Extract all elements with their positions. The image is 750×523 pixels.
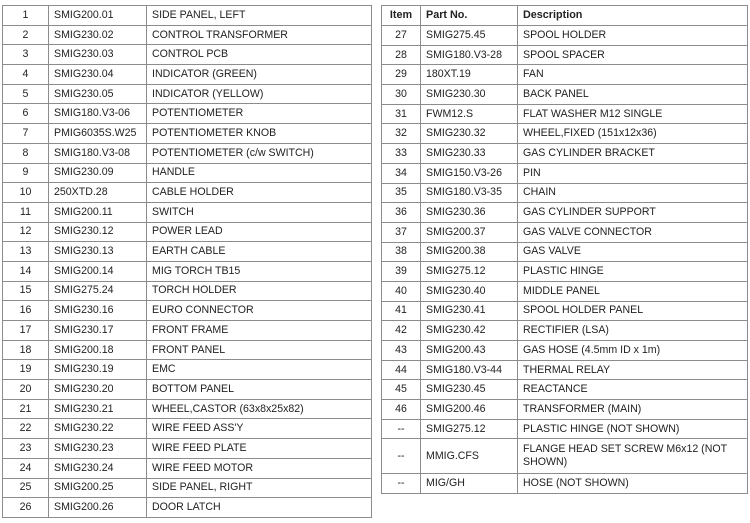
table-row [382,163,748,183]
table-row [382,242,748,262]
table-row [3,478,372,498]
part-number: SMIG230.36 [421,203,518,223]
table-row [3,380,372,400]
part-number: SMIG200.25 [49,478,147,498]
item-number: 8 [3,143,49,163]
item-number: 42 [382,321,421,341]
table-row [3,183,372,203]
description: HANDLE [147,163,372,183]
description: FLANGE HEAD SET SCREW M6x12 (NOT SHOWN) [518,439,748,474]
item-number: 2 [3,25,49,45]
item-number: 17 [3,321,49,341]
table-row [3,498,372,518]
part-number: SMIG230.16 [49,301,147,321]
item-number: 34 [382,163,421,183]
table-row [3,419,372,439]
description: FRONT FRAME [147,321,372,341]
part-number: SMIG230.32 [421,124,518,144]
part-number: SMIG230.24 [49,458,147,478]
part-number: SMIG200.37 [421,222,518,242]
description: HOSE (NOT SHOWN) [518,474,748,494]
part-number: SMIG230.40 [421,281,518,301]
table-row [382,203,748,223]
description: EARTH CABLE [147,242,372,262]
table-header-row [382,6,748,26]
table-row [3,143,372,163]
description: CONTROL PCB [147,45,372,65]
item-number: 13 [3,242,49,262]
part-number: SMIG230.23 [49,439,147,459]
table-row [3,45,372,65]
item-number: 15 [3,281,49,301]
description: POWER LEAD [147,222,372,242]
description: SIDE PANEL, RIGHT [147,478,372,498]
item-number: 33 [382,144,421,164]
item-number: 26 [3,498,49,518]
item-number: 39 [382,262,421,282]
table-row [382,65,748,85]
part-number: SMIG230.04 [49,65,147,85]
part-number: 180XT.19 [421,65,518,85]
description: SPOOL SPACER [518,45,748,65]
table-row [382,262,748,282]
item-number: 36 [382,203,421,223]
description: BACK PANEL [518,85,748,105]
part-number: SMIG180.V3-28 [421,45,518,65]
item-number: 32 [382,124,421,144]
part-number: SMIG200.01 [49,6,147,26]
part-number: 250XTD.28 [49,183,147,203]
part-number: SMIG180.V3-35 [421,183,518,203]
description: GAS VALVE [518,242,748,262]
part-number: SMIG200.18 [49,340,147,360]
item-number: 44 [382,360,421,380]
table-row [382,321,748,341]
item-number: 24 [3,458,49,478]
description: GAS HOSE (4.5mm ID x 1m) [518,341,748,361]
table-row [382,360,748,380]
table-row [382,419,748,439]
parts-table-right-body [382,26,748,494]
part-number: SMIG200.46 [421,400,518,420]
description: GAS CYLINDER SUPPORT [518,203,748,223]
table-row [382,45,748,65]
part-number: SMIG275.45 [421,26,518,46]
part-number: SMIG200.38 [421,242,518,262]
item-number: 30 [382,85,421,105]
part-number: SMIG230.21 [49,399,147,419]
description: POTENTIOMETER KNOB [147,124,372,144]
item-number: 22 [3,419,49,439]
item-number: 4 [3,65,49,85]
parts-table-right [381,5,748,494]
description: FRONT PANEL [147,340,372,360]
table-row [382,400,748,420]
part-number: SMIG230.05 [49,84,147,104]
description: PLASTIC HINGE [518,262,748,282]
item-number: 14 [3,261,49,281]
table-row [3,340,372,360]
table-row [382,85,748,105]
item-number: 12 [3,222,49,242]
table-row [382,281,748,301]
item-number: 41 [382,301,421,321]
description: CHAIN [518,183,748,203]
table-row [3,439,372,459]
description: INDICATOR (YELLOW) [147,84,372,104]
description: CONTROL TRANSFORMER [147,25,372,45]
item-number: 46 [382,400,421,420]
item-number: 9 [3,163,49,183]
table-row [382,183,748,203]
part-number: SMIG230.13 [49,242,147,262]
table-row [3,301,372,321]
table-row [3,261,372,281]
description: MIG TORCH TB15 [147,261,372,281]
table-row [3,84,372,104]
table-row [3,360,372,380]
part-number: SMIG230.19 [49,360,147,380]
item-number: 19 [3,360,49,380]
item-number: 10 [3,183,49,203]
item-number: 25 [3,478,49,498]
part-number: SMIG200.43 [421,341,518,361]
description: POTENTIOMETER (c/w SWITCH) [147,143,372,163]
item-number: 45 [382,380,421,400]
table-row [382,439,748,474]
table-row [3,65,372,85]
item-number: 43 [382,341,421,361]
item-number: 7 [3,124,49,144]
description: PLASTIC HINGE (NOT SHOWN) [518,419,748,439]
description: RECTIFIER (LSA) [518,321,748,341]
table-row [3,242,372,262]
description: CABLE HOLDER [147,183,372,203]
table-row [3,321,372,341]
header-description: Description [518,6,748,26]
table-row [382,301,748,321]
description: REACTANCE [518,380,748,400]
table-row [382,222,748,242]
part-number: SMIG200.11 [49,202,147,222]
description: TORCH HOLDER [147,281,372,301]
table-row [382,144,748,164]
table-row [3,163,372,183]
part-number: MIG/GH [421,474,518,494]
header-item: Item [382,6,421,26]
description: EMC [147,360,372,380]
part-number: PMIG6035S.W25 [49,124,147,144]
part-number: SMIG180.V3-06 [49,104,147,124]
item-number: 11 [3,202,49,222]
table-row [3,458,372,478]
description: SIDE PANEL, LEFT [147,6,372,26]
part-number: SMIG180.V3-44 [421,360,518,380]
item-number: 21 [3,399,49,419]
part-number: MMIG.CFS [421,439,518,474]
item-number: 35 [382,183,421,203]
description: THERMAL RELAY [518,360,748,380]
part-number: SMIG200.26 [49,498,147,518]
item-number: 18 [3,340,49,360]
description: PIN [518,163,748,183]
item-number: -- [382,419,421,439]
description: SPOOL HOLDER PANEL [518,301,748,321]
table-row [3,281,372,301]
item-number: 31 [382,104,421,124]
description: EURO CONNECTOR [147,301,372,321]
description: WHEEL,CASTOR (63x8x25x82) [147,399,372,419]
table-row [3,399,372,419]
table-row [382,26,748,46]
part-number: SMIG230.09 [49,163,147,183]
table-row [3,202,372,222]
part-number: SMIG230.33 [421,144,518,164]
table-row [382,474,748,494]
description: FAN [518,65,748,85]
table-row [382,124,748,144]
part-number: SMIG230.45 [421,380,518,400]
header-part-no: Part No. [421,6,518,26]
description: MIDDLE PANEL [518,281,748,301]
description: SWITCH [147,202,372,222]
item-number: 40 [382,281,421,301]
table-row [382,341,748,361]
item-number: 16 [3,301,49,321]
item-number: 3 [3,45,49,65]
description: INDICATOR (GREEN) [147,65,372,85]
description: WIRE FEED PLATE [147,439,372,459]
table-row [3,104,372,124]
description: POTENTIOMETER [147,104,372,124]
description: TRANSFORMER (MAIN) [518,400,748,420]
description: GAS VALVE CONNECTOR [518,222,748,242]
parts-table-left [2,5,372,518]
description: WHEEL,FIXED (151x12x36) [518,124,748,144]
item-number: 27 [382,26,421,46]
part-number: SMIG230.30 [421,85,518,105]
part-number: SMIG230.17 [49,321,147,341]
item-number: 20 [3,380,49,400]
description: GAS CYLINDER BRACKET [518,144,748,164]
description: SPOOL HOLDER [518,26,748,46]
description: FLAT WASHER M12 SINGLE [518,104,748,124]
description: WIRE FEED MOTOR [147,458,372,478]
item-number: -- [382,439,421,474]
description: DOOR LATCH [147,498,372,518]
part-number: SMIG275.12 [421,419,518,439]
item-number: 6 [3,104,49,124]
table-row [3,222,372,242]
parts-table-left-body [3,6,372,518]
table-row [3,124,372,144]
part-number: SMIG150.V3-26 [421,163,518,183]
item-number: -- [382,474,421,494]
item-number: 29 [382,65,421,85]
description: WIRE FEED ASS'Y [147,419,372,439]
part-number: SMIG275.24 [49,281,147,301]
table-row [382,104,748,124]
part-number: SMIG180.V3-08 [49,143,147,163]
item-number: 38 [382,242,421,262]
table-row [382,380,748,400]
item-number: 5 [3,84,49,104]
table-row [3,6,372,26]
part-number: SMIG230.22 [49,419,147,439]
part-number: FWM12.S [421,104,518,124]
description: BOTTOM PANEL [147,380,372,400]
item-number: 28 [382,45,421,65]
table-row [3,25,372,45]
item-number: 37 [382,222,421,242]
part-number: SMIG230.42 [421,321,518,341]
part-number: SMIG230.20 [49,380,147,400]
part-number: SMIG200.14 [49,261,147,281]
part-number: SMIG230.02 [49,25,147,45]
part-number: SMIG230.41 [421,301,518,321]
item-number: 1 [3,6,49,26]
part-number: SMIG230.12 [49,222,147,242]
part-number: SMIG230.03 [49,45,147,65]
part-number: SMIG275.12 [421,262,518,282]
item-number: 23 [3,439,49,459]
